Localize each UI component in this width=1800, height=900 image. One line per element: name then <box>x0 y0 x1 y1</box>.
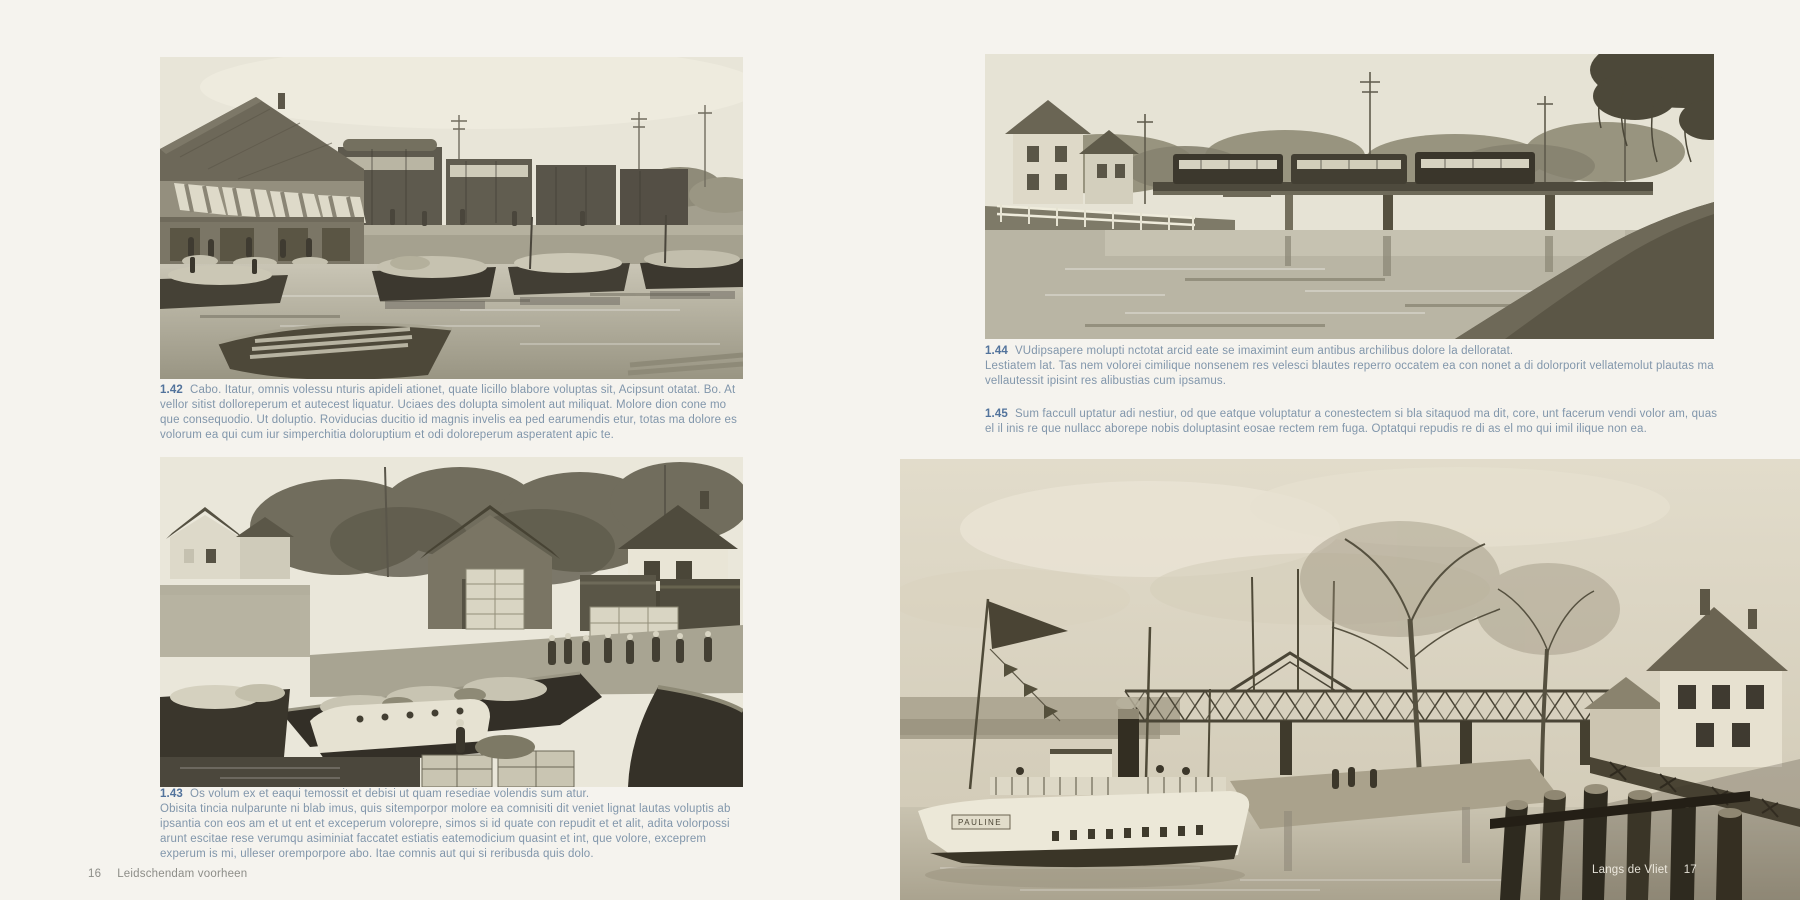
footer-right <box>1592 864 1697 876</box>
caption-1-45-number: 1.45 <box>985 408 1008 420</box>
caption-1-44-text: Lestiatem lat. Tas nem volorei cimilique nonsenem res velesci blautes reperro occatem ea con nonet a di dolorporit vellatemolut plautas ma vellautessit ipisint res alibustias cum ipsamus. <box>985 360 1714 387</box>
caption-1-43 <box>160 787 745 862</box>
caption-1-43-lead-line <box>160 787 745 802</box>
footer-left <box>88 868 247 880</box>
steamboat-name: PAULINE <box>958 818 1003 827</box>
footer-page-number: 16 <box>88 868 102 880</box>
caption-1-42-number: 1.42 <box>160 384 183 396</box>
caption-1-45 <box>985 407 1723 437</box>
footer-chapter-title: Langs de Vliet <box>1592 864 1668 876</box>
photo-1-43-illustration <box>160 457 743 787</box>
photo-1-44 <box>985 54 1714 339</box>
photo-1-44-illustration <box>985 54 1714 339</box>
caption-1-42-text: Cabo. Itatur, omnis volessu nturis apideli ationet, quate licillo blabore voluptas sit, Acipsunt otatat. Bo. At vellor sitist dolloreperum et autecest liquatur. Uciaes des dolupta simolent aut miliquat. Molore dion cone mo que consequodio. Ut doluptio. Roviducias ducitio id magnis invelis ea ped earumendis etur, totas ma dolore es volorum ea qui cum iur simperchitia doloruptium et odi doloreperum asperatent apic te. <box>160 384 737 441</box>
caption-1-43-number: 1.43 <box>160 788 183 800</box>
photo-1-42-illustration <box>160 57 743 379</box>
caption-1-44 <box>985 344 1723 389</box>
caption-1-44-lead: VUdipsapere molupti nctotat arcid eate se imaximint eum antibus archilibus dolore la delloratat. <box>1014 345 1514 357</box>
photo-1-45-illustration <box>900 459 1800 900</box>
caption-1-42 <box>160 383 745 443</box>
photo-1-42 <box>160 57 743 379</box>
caption-1-45-text: Sum faccull uptatur adi nestiur, od que eatque voluptatur a conestectem si bla sitaquod ma dit, core, unt facerum vendi volor am, quas el il inis re que nullacc aborepe nobis doluptasint eosae rectem rem fuga. Optatqui repudis re di as el mo qui imil ilique non ea. <box>985 408 1718 435</box>
footer-book-title: Leidschendam voorheen <box>117 868 248 880</box>
caption-1-43-text: Obisita tincia nulparunte ni blab imus, quis sitemporpor molore ea comnisiti dit veniet lignat lautas voluptis ab ipsantia con eos am et ut ent et exceperum volorepre, simos si id quate con repudit et et alit, adita volorpossi arunt escitae rese verumqu asiminiat faccatet estiatis eatemodicium quasint et int, que volore, exceprem experum is mi, ulleser oremporpore abo. Itae comnis aut qui si reribusda quis dolo. <box>160 803 731 860</box>
caption-1-43-lead: Os volum ex et eaqui temossit et debisi ut quam resediae volendis sum atur. <box>189 788 590 800</box>
photo-1-45 <box>900 459 1800 900</box>
photo-1-43 <box>160 457 743 787</box>
caption-1-44-lead-line <box>985 344 1723 359</box>
caption-1-44-number: 1.44 <box>985 345 1008 357</box>
footer-page-number-right: 17 <box>1683 864 1697 876</box>
